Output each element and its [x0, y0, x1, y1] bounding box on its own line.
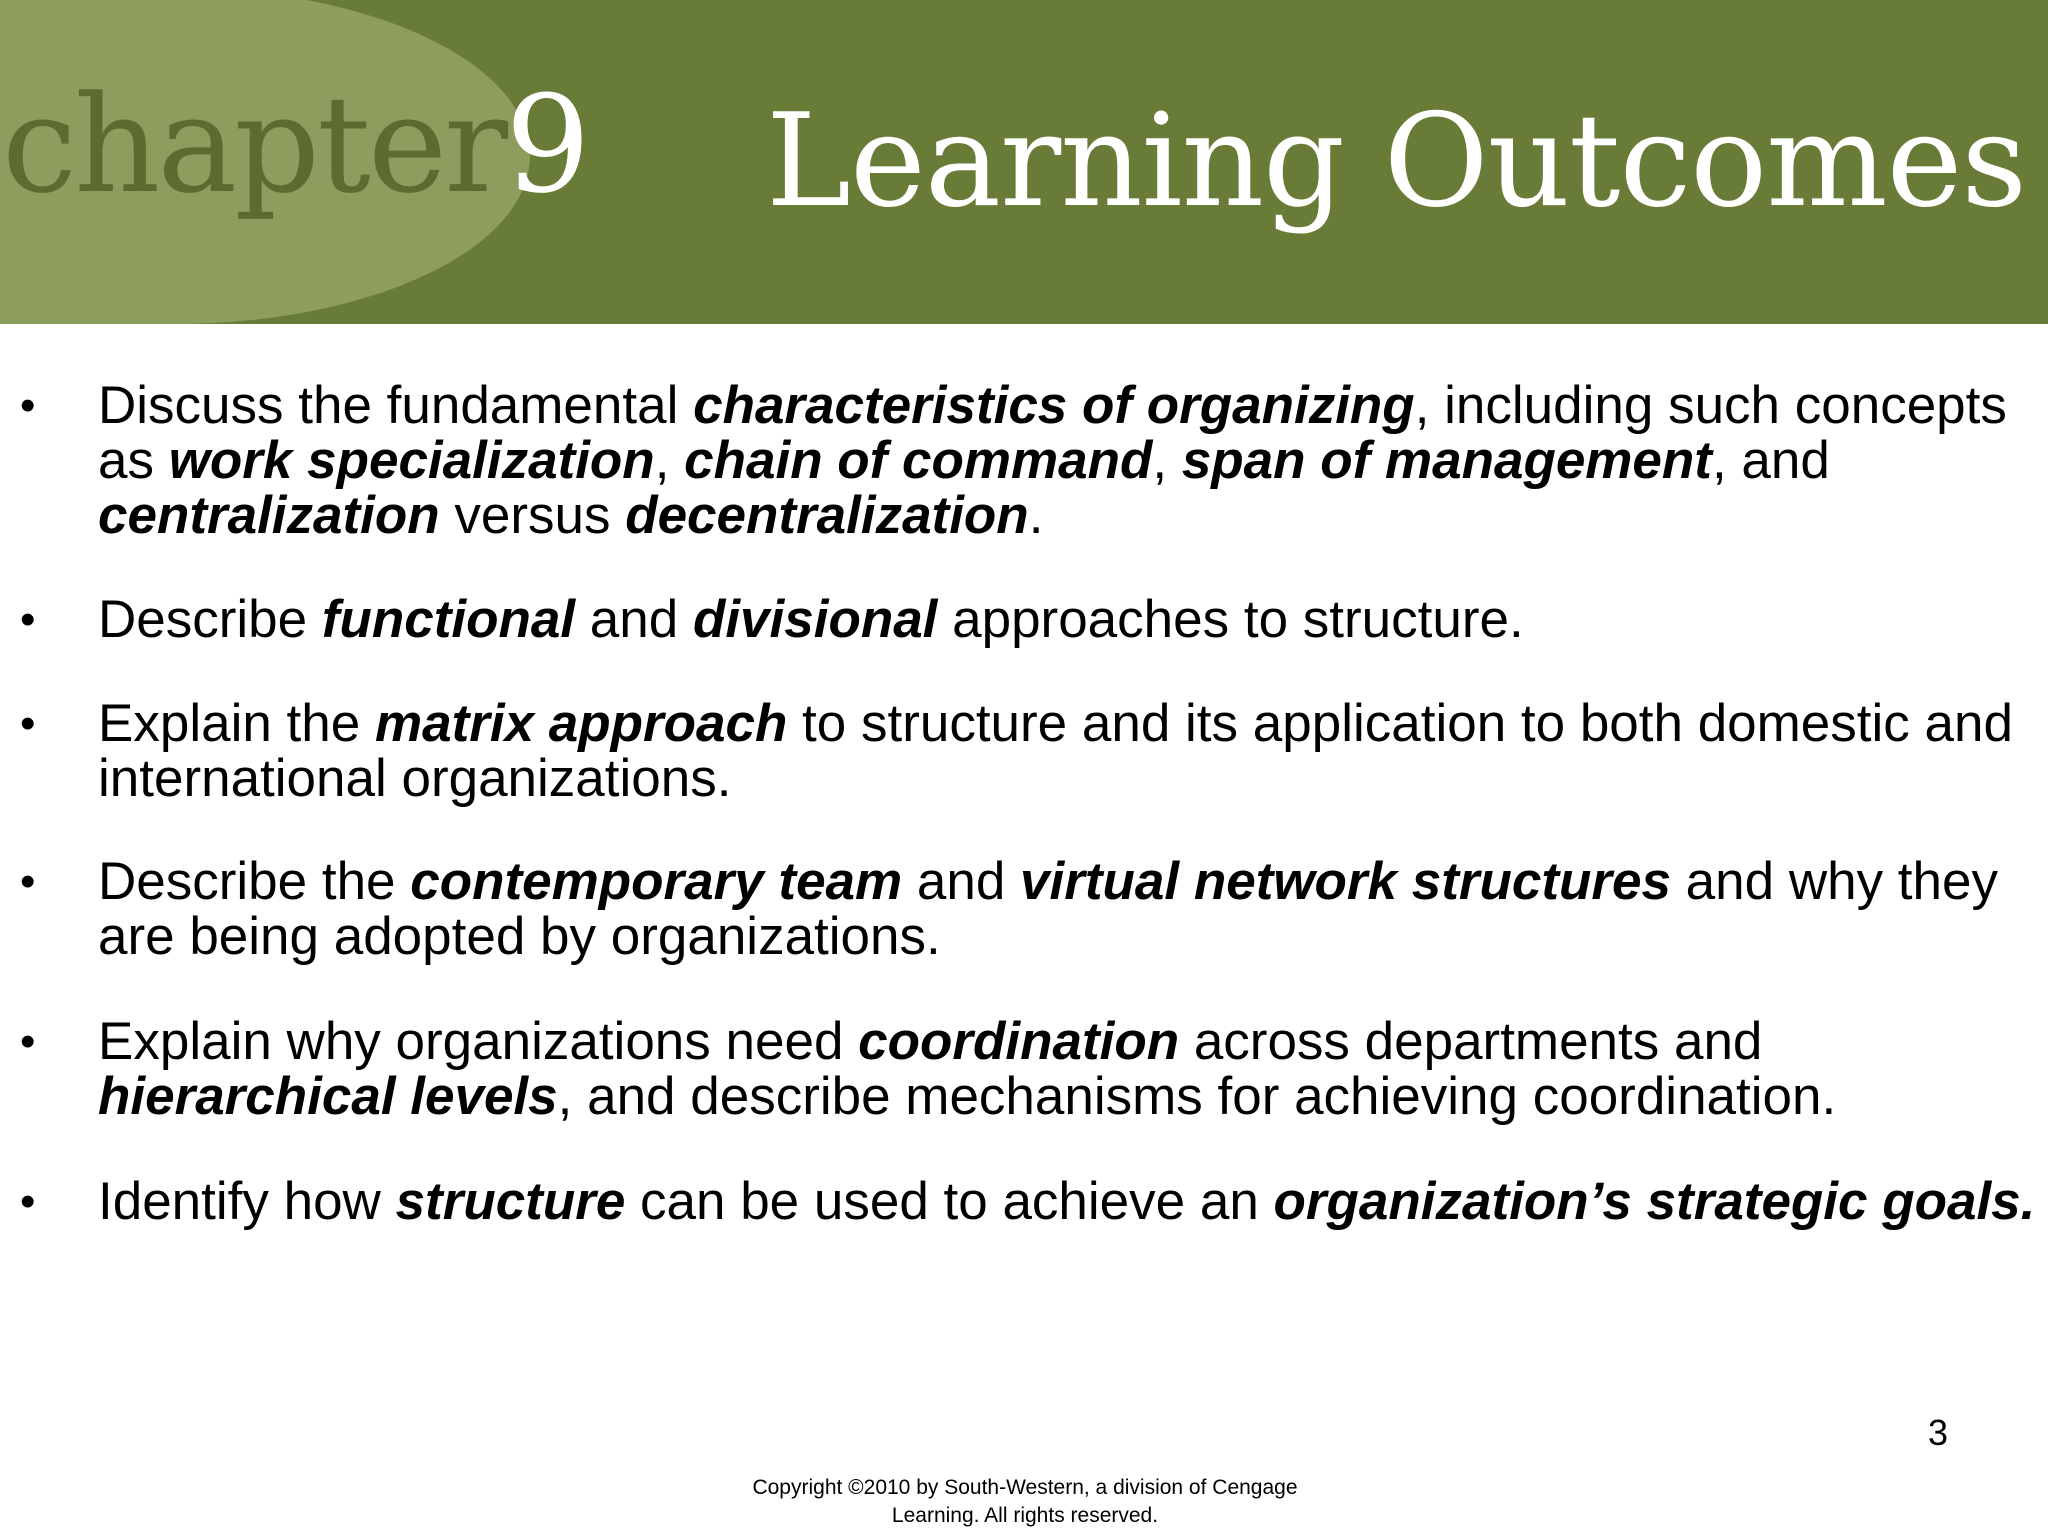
emphasized-term: contemporary team: [410, 852, 903, 911]
outcome-text: [98, 592, 2038, 647]
bullet: •: [20, 595, 36, 644]
outcome-text-run: approaches to structure.: [937, 590, 1524, 649]
bullet: •: [20, 857, 36, 906]
bullet: •: [20, 381, 36, 430]
outcome-text: [98, 378, 2038, 543]
outcome-text: [98, 696, 2038, 806]
copyright-notice: [690, 1474, 1360, 1530]
emphasized-term: virtual network structures: [1020, 852, 1671, 911]
outcome-text-run: , and describe mechanisms for achieving coordination.: [557, 1067, 1837, 1126]
outcome-text-run: ,: [654, 431, 685, 490]
emphasized-term: coordination: [858, 1012, 1180, 1071]
bullet: •: [20, 1177, 36, 1226]
chapter-word: chapter: [2, 67, 506, 223]
header-banner: [0, 0, 2048, 324]
bullet: •: [20, 699, 36, 748]
chapter-number: 9: [505, 67, 591, 223]
outcome-text-run: , including such concepts as: [98, 376, 2022, 490]
outcome-text: [98, 1174, 2038, 1229]
outcome-text-run: and why they are being adopted by organizations.: [98, 852, 2013, 966]
outcome-text-run: Explain why organizations need: [98, 1012, 859, 1071]
emphasized-term: work specialization: [168, 431, 655, 490]
outcome-text-run: versus: [439, 486, 626, 545]
outcome-text-run: Explain the: [98, 694, 375, 753]
outcome-text-run: Identify how: [98, 1172, 396, 1231]
outcome-text-run: Discuss the fundamental: [98, 376, 694, 435]
outcome-text-run: .: [1028, 486, 1044, 545]
emphasized-term: structure: [395, 1172, 626, 1231]
emphasized-term: centralization: [98, 486, 440, 545]
outcome-text-run: ,: [1152, 431, 1182, 490]
outcome-text-run: , and: [1711, 431, 1845, 490]
emphasized-term: divisional: [692, 590, 938, 649]
emphasized-term: span of management: [1181, 431, 1712, 490]
copyright-line-1: Copyright ©2010 by South-Western, a division of Cengage: [752, 1476, 1298, 1499]
emphasized-term: organization’s strategic goals.: [1273, 1172, 2036, 1231]
outcome-text: [98, 1014, 2038, 1124]
chapter-label: [2, 67, 591, 223]
copyright-line-2: Learning. All rights reserved.: [891, 1504, 1159, 1527]
outcome-text-run: across departments and: [1179, 1012, 1778, 1071]
outcome-text-run: and: [575, 590, 693, 649]
outcome-text: [98, 854, 2038, 964]
bullet: •: [20, 1017, 36, 1066]
outcome-text-run: to structure and its application to both domestic and international organizations.: [98, 694, 2028, 808]
outcome-text-run: Describe: [98, 590, 322, 649]
slide-title: Learning Outcomes: [765, 87, 2026, 236]
emphasized-term: characteristics of organizing: [693, 376, 1415, 435]
emphasized-term: decentralization: [625, 486, 1029, 545]
emphasized-term: functional: [321, 590, 576, 649]
page-number: 3: [1927, 1412, 1948, 1453]
emphasized-term: hierarchical levels: [98, 1067, 558, 1126]
emphasized-term: matrix approach: [374, 694, 788, 753]
outcome-text-run: can be used to achieve an: [625, 1172, 1274, 1231]
emphasized-term: chain of command: [684, 431, 1153, 490]
outcome-text-run: and: [902, 852, 1021, 911]
outcome-text-run: Describe the: [98, 852, 411, 911]
